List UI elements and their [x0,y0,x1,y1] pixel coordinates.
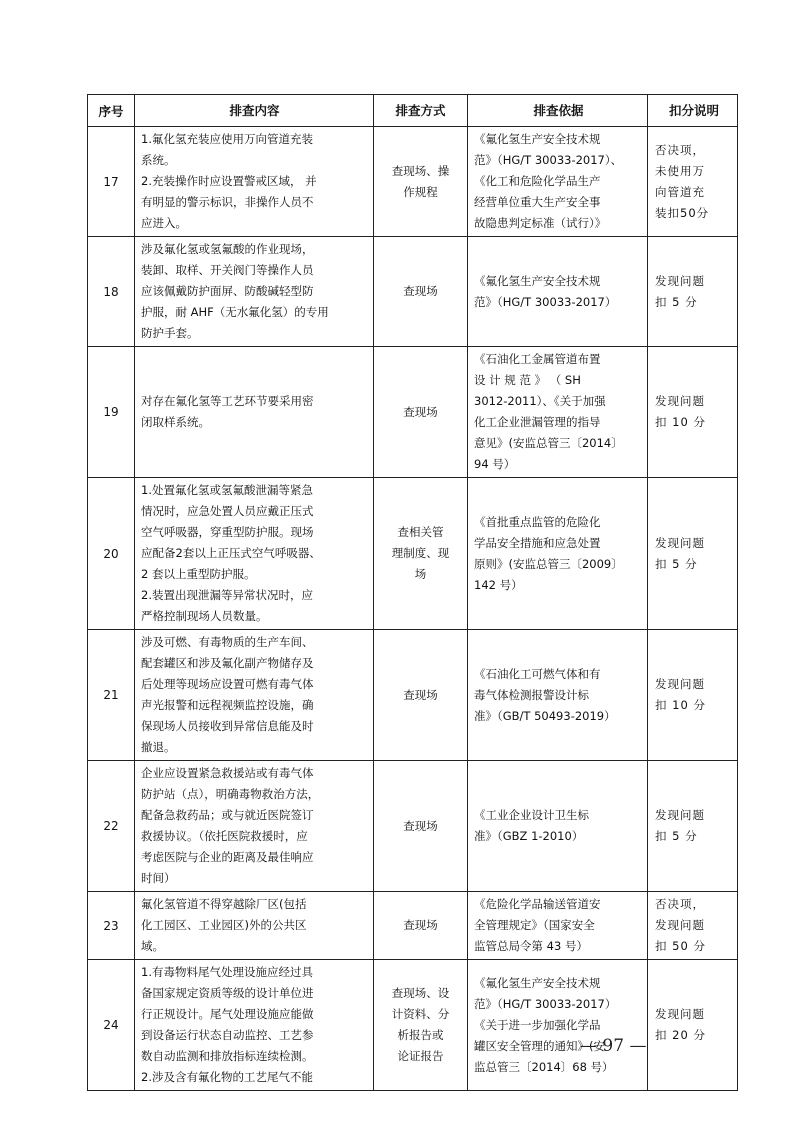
inspection-basis-line: 准》（GB/T 50493-2019） [474,708,616,723]
inspection-basis-line: 《石油化工金属管道布置 [474,352,601,366]
row-number: 20 [88,478,135,630]
inspection-content-line: 1.氟化氢充装应使用万向管道充装 [141,132,313,146]
inspection-content-line: 情况时，应急处置人员应戴正压式 [141,504,314,518]
table-row [88,237,738,347]
score-description-line: 扣 10 分 [655,415,706,429]
score-description [648,761,738,892]
inspection-basis-line: 《关于进一步加强化学品 [474,1017,601,1032]
inspection-content-line: 备国家规定资质等级的设计单位进 [141,986,314,1000]
inspection-basis-line: 范》（HG/T 30033-2017） [474,294,617,309]
score-description-line: 扣 20 分 [655,1028,706,1042]
inspection-content [135,347,374,478]
score-description-line: 装扣50分 [655,205,710,220]
inspection-basis-line: 原则》(安监总管三〔2009〕 [474,556,623,571]
inspection-basis-line: 监总管三〔2014〕68 号） [474,1059,614,1074]
inspection-basis-line: 经营单位重大生产安全事 [474,195,601,209]
page-number: — 97 — [580,1036,647,1056]
inspection-basis-line: 《化工和危险化学品生产 [474,174,601,188]
inspection-content [135,237,374,347]
inspection-basis-line: 《工业企业设计卫生标 [474,808,589,822]
inspection-method-line: 查相关管 [397,525,444,539]
score-description-line: 发现问题 [655,918,705,932]
inspection-method-line: 查现场 [403,918,438,932]
score-description [648,630,738,761]
inspection-method [374,127,468,237]
inspection-basis-line: 《首批重点监管的危险化 [474,514,601,529]
score-description-line: 扣 5 分 [655,294,698,309]
score-description [648,478,738,630]
score-description-line: 发现问题 [655,394,705,408]
inspection-content-line: 闭取样系统。 [141,415,210,429]
inspection-basis-line: 范》（HG/T 30033-2017） [474,996,617,1011]
inspection-basis-line: 化工企业泄漏管理的指导 [474,415,601,429]
inspection-method-line: 查现场 [403,284,438,298]
row-number: 22 [88,761,135,892]
inspection-method-line: 理制度、现 [391,546,450,560]
inspection-basis-line: 毒气体检测报警设计标 [474,687,589,702]
header-content: 排查内容 [135,95,374,127]
score-description-line: 扣 50 分 [655,939,706,953]
inspection-content [135,630,374,761]
score-description-line: 未使用万 [655,163,705,178]
inspection-content-line: 系统。 [141,153,176,167]
inspection-content-line: 2.充装操作时应设置警戒区域， 并 [141,174,317,188]
inspection-content-line: 2 套以上重型防护服。 [141,567,256,581]
table-row [88,892,738,960]
table-header-row [88,95,738,127]
inspection-basis [468,960,648,1091]
score-description-line: 扣 5 分 [655,829,698,843]
inspection-content-line: 2.装置出现泄漏等异常状况时，应 [141,588,313,602]
inspection-content [135,960,374,1091]
inspection-method-line: 作规程 [403,184,438,199]
inspection-content [135,761,374,892]
score-description-line: 否决项， [655,897,705,911]
inspection-method [374,237,468,347]
inspection-basis [468,127,648,237]
inspection-content-line: 1.处置氟化氢或氢氟酸泄漏等紧急 [141,483,313,497]
inspection-method-line: 查现场、操 [391,163,450,178]
inspection-content-line: 有明显的警示标识，非操作人员不 [141,195,314,209]
row-number: 19 [88,347,135,478]
inspection-basis-line: 准》（GBZ 1-2010） [474,829,584,843]
score-description-line: 扣 5 分 [655,556,698,571]
inspection-method-line: 查现场、设 [391,986,450,1000]
inspection-basis-line: 监管总局令第 43 号） [474,939,588,953]
inspection-content [135,478,374,630]
header-no: 序号 [88,95,135,127]
inspection-method [374,892,468,960]
inspection-method-line: 论证报告 [397,1049,444,1063]
inspection-content [135,127,374,237]
score-description-line: 发现问题 [655,808,705,822]
score-description-line: 发现问题 [655,1007,705,1021]
inspection-content-line: 防护站（点），明确毒物救治方法， [141,787,320,801]
inspection-basis [468,761,648,892]
inspection-content-line: 护服，耐 AHF（无水氟化氢）的专用 [141,305,329,319]
inspection-basis-line: 意见》(安监总管三〔2014〕 [474,436,623,450]
inspection-content-line: 1.有毒物料尾气处理设施应经过具 [141,965,313,979]
inspection-content-line: 应该佩戴防护面屏、防酸碱轻型防 [141,284,314,298]
inspection-method [374,478,468,630]
inspection-method-line: 场 [414,567,427,581]
inspection-content-line: 应进入。 [141,216,187,230]
header-score: 扣分说明 [648,95,738,127]
inspection-method-line: 查现场 [403,818,438,833]
header-method: 排查方式 [374,95,468,127]
inspection-content-line: 涉及可燃、有毒物质的生产车间、 [141,635,314,649]
inspection-basis-line: 《氟化氢生产安全技术规 [474,273,601,288]
inspection-basis [468,237,648,347]
score-description-line: 发现问题 [655,535,705,550]
inspection-content-line: 考虑医院与企业的距离及最佳响应 [141,850,314,864]
inspection-content-line: 严格控制现场人员数量。 [141,609,268,623]
inspection-content-line: 企业应设置紧急救援站或有毒气体 [141,766,314,780]
score-description [648,237,738,347]
inspection-basis-line: 《氟化氢生产安全技术规 [474,975,601,990]
inspection-content-line: 氟化氢管道不得穿越除厂区(包括 [141,897,307,911]
inspection-basis [468,347,648,478]
inspection-content-line: 对存在氟化氢等工艺环节要采用密 [141,394,314,408]
table-row [88,127,738,237]
inspection-content-line: 时间） [141,871,176,885]
score-description [648,960,738,1091]
score-description [648,127,738,237]
score-description [648,347,738,478]
inspection-content-line: 保现场人员接收到异常信息能及时 [141,719,314,733]
inspection-content-line: 2.涉及含有氟化物的工艺尾气不能 [141,1070,313,1084]
inspection-basis-line: 设 计 规 范 》 （ SH [474,373,581,387]
inspection-basis-line: 全管理规定》（国家安全 [474,918,595,932]
inspection-basis-line: 《氟化氢生产安全技术规 [474,132,601,146]
inspection-content-line: 配备急救药品；或与就近医院签订 [141,808,314,822]
inspection-basis [468,892,648,960]
table-row [88,761,738,892]
inspection-basis-line: 142 号） [474,577,523,592]
inspection-content-line: 后处理等现场应设置可燃有毒气体 [141,677,314,691]
inspection-content-line: 化工园区、工业园区)外的公共区 [141,918,307,932]
score-description-line: 向管道充 [655,184,705,199]
row-number: 24 [88,960,135,1091]
inspection-content-line: 行正规设计。尾气处理设施应能做 [141,1007,314,1021]
inspection-content-line: 救援协议。（依托医院救援时，应 [141,829,308,843]
inspection-basis-line: 《石油化工可燃气体和有 [474,666,601,681]
table-row [88,347,738,478]
inspection-basis-line: 范》（HG/T 30033-2017）、 [474,153,623,167]
inspection-content-line: 域。 [141,939,164,953]
inspection-content-line: 到设备运行状态自动监控、工艺参 [141,1028,314,1042]
inspection-basis [468,630,648,761]
inspection-method-line: 计资料、分 [391,1007,450,1021]
inspection-content-line: 数自动监测和排放指标连续检测。 [141,1049,314,1063]
inspection-table [87,94,738,1091]
inspection-content-line: 配套罐区和涉及氟化副产物储存及 [141,656,314,670]
row-number: 21 [88,630,135,761]
inspection-basis [468,478,648,630]
inspection-content-line: 声光报警和远程视频监控设施，确 [141,698,314,712]
score-description-line: 发现问题 [655,273,705,288]
header-basis: 排查依据 [468,95,648,127]
inspection-basis-line: 学品安全措施和应急处置 [474,535,601,550]
inspection-method [374,630,468,761]
table-row [88,478,738,630]
inspection-content-line: 涉及氟化氢或氢氟酸的作业现场， [141,242,314,256]
score-description-line: 扣 10 分 [655,698,706,712]
inspection-content-line: 应配备2套以上正压式空气呼吸器、 [141,546,321,560]
inspection-method-line: 析报告或 [397,1028,444,1042]
inspection-method [374,960,468,1091]
score-description-line: 否决项， [655,142,705,157]
table-row [88,630,738,761]
inspection-basis-line: 故隐患判定标准（试行）》 [474,216,607,230]
score-description [648,892,738,960]
inspection-method [374,347,468,478]
row-number: 23 [88,892,135,960]
inspection-content-line: 防护手套。 [141,326,199,340]
inspection-content [135,892,374,960]
row-number: 18 [88,237,135,347]
inspection-basis-line: 罐区安全管理的通知》(安 [474,1038,605,1053]
row-number: 17 [88,127,135,237]
inspection-method-line: 查现场 [403,404,438,419]
inspection-basis-line: 94 号） [474,457,516,471]
table-row [88,960,738,1091]
inspection-method-line: 查现场 [403,687,438,702]
inspection-content-line: 撤退。 [141,740,176,754]
inspection-basis-line: 《危险化学品输送管道安 [474,897,601,911]
inspection-method [374,761,468,892]
inspection-content-line: 空气呼吸器，穿重型防护服。现场 [141,525,314,539]
inspection-basis-line: 3012-2011）、《关于加强 [474,394,606,408]
inspection-content-line: 装卸、取样、开关阀门等操作人员 [141,263,314,277]
score-description-line: 发现问题 [655,677,705,691]
